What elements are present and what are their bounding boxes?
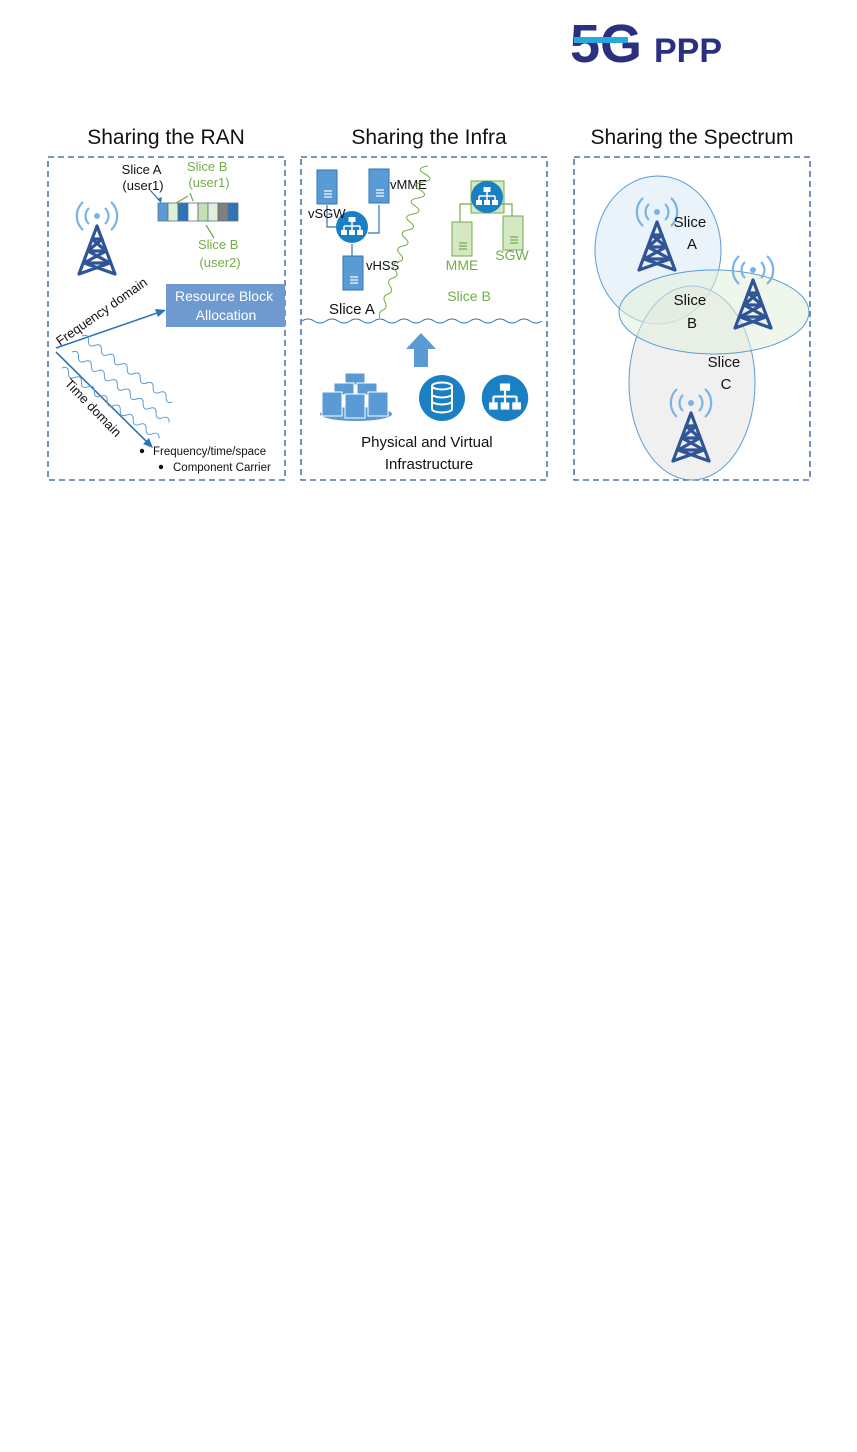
ran-title: Sharing the RAN: [87, 126, 245, 149]
ran-content: [53, 159, 285, 474]
logo-suffix: PPP: [654, 32, 723, 70]
layer-separator: [302, 319, 542, 323]
bullet-2-label: Component Carrier: [173, 462, 271, 474]
vmme-server-icon: [369, 169, 389, 203]
ran-tower-icon: [77, 202, 117, 274]
bullet-1-icon: [140, 449, 144, 453]
infra-content: [302, 166, 542, 473]
bullet-1-label: Frequency/time/space: [153, 446, 267, 458]
logo-5g-ppp: [570, 14, 722, 74]
spectrum-slice-b-label: Slice B: [673, 292, 707, 332]
mme-server-icon: [452, 222, 472, 256]
slice-b-hub-icon: [471, 181, 503, 213]
sgw-label: SGW: [495, 247, 529, 263]
slice-b-user1-label: Slice B (user1): [186, 159, 230, 190]
vmme-label: vMME: [390, 177, 427, 192]
network-icon: [482, 375, 528, 421]
slice-b-user2-label: Slice B (user2): [197, 237, 241, 270]
vsgw-label: vSGW: [308, 206, 346, 221]
mme-label: MME: [445, 257, 479, 273]
bullet-2-icon: [159, 465, 163, 469]
up-arrow-icon: [406, 333, 436, 367]
sgw-server-icon: [503, 216, 523, 250]
slice-a-label: Slice A: [329, 301, 375, 318]
vsgw-server-icon: [317, 170, 337, 204]
vhss-server-icon: [343, 256, 363, 290]
spectrum-content: [595, 176, 809, 480]
slice-a-user1-label: Slice A (user1): [121, 162, 164, 193]
spectrum-title: Sharing the Spectrum: [590, 126, 794, 149]
server-cluster-icon: [320, 373, 392, 421]
pointer-slice-b1-icon: [176, 196, 188, 203]
slice-b-label: Slice B: [447, 288, 491, 304]
spectrum-slice-a-label: Slice A: [673, 214, 707, 253]
resource-block-strip: [158, 203, 238, 221]
time-axis-label: Time domain: [61, 375, 125, 440]
physical-infra-label: Physical and Virtual Infrastructure: [361, 434, 493, 473]
time-axis: [56, 352, 148, 443]
infra-title: Sharing the Infra: [351, 126, 507, 149]
frequency-axis-label: Frequency domain: [53, 274, 150, 349]
slice-b-coverage: [619, 270, 809, 354]
logo-prefix: 5G: [570, 14, 643, 74]
resource-block-label: Resource Block Allocation: [175, 288, 274, 323]
vhss-label: vHSS: [366, 258, 400, 273]
spectrum-slice-c-label: Slice C: [707, 354, 741, 393]
database-icon: [419, 375, 465, 421]
